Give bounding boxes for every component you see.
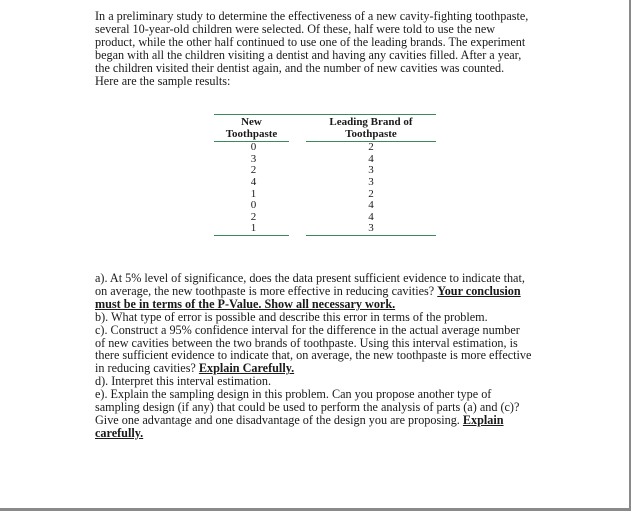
table-body [214,142,436,236]
table-row [214,154,436,166]
intro-line: several 10-year-old children were selected. Of these, half were told to use the new [95,21,496,36]
header-leading-brand: Leading Brand of Toothpaste [306,115,436,142]
table-row [214,223,436,236]
cell-leading: 2 [368,187,374,200]
table-row [214,212,436,224]
cell-leading: 4 [368,152,374,165]
question-a: a). At 5% level of significance, does the data present sufficient evidence to indicate that, on average, the new toothpaste is more effective in reducing cavities? Your conclusion must be in terms of the P-Value. Show all necessary work. [95,272,540,311]
cell-leading: 4 [368,210,374,223]
intro-line: product, while the other half continued to use one of the leading brands. The experiment [95,34,526,49]
cell-new: 0 [250,141,257,154]
cell-leading: 3 [368,175,374,188]
table-header [214,115,436,142]
emphasis-explain: Explain [462,412,504,427]
cell-new: 0 [250,199,257,212]
intro-line: the children visited their dentist again, and the number of new cavities was counted. [95,60,505,75]
cell-leading: 2 [368,141,374,154]
cell-leading: 3 [306,223,436,236]
table-row [214,189,436,201]
table-row [214,177,436,189]
question-d: d). Interpret this interval estimation. [95,374,271,389]
intro-paragraph [95,10,540,87]
emphasis-p-value: must be in terms of the P-Value. Show all necessary work. [95,296,396,311]
cell-new: 1 [214,223,289,236]
cell-leading: 3 [368,164,374,177]
cell-leading: 4 [368,199,374,212]
intro-line: In a preliminary study to determine the effectiveness of a new cavity-fighting toothpaste, [95,9,529,23]
cell-new: 1 [250,187,257,200]
intro-line: Here are the sample results: [95,73,231,88]
emphasis-explain-carefully: Explain Carefully. [198,361,295,376]
question-b: b). What type of error is possible and describe this error in terms of the problem. [95,309,488,324]
question-c: c). Construct a 95% confidence interval for the difference in the actual average number of new cavities between the two brands of toothpaste. Using this interval estimation, is there sufficient evidence to indicate that, on average, the new toothpaste is more effective in reducing cavities? Explain Carefully. [95,322,532,376]
questions-section [95,272,540,440]
table-row [214,165,436,177]
cell-new: 2 [250,210,257,223]
header-new-toothpaste: New Toothpaste [214,115,289,142]
cell-new: 2 [250,164,257,177]
results-table [214,114,436,236]
cell-new: 3 [250,152,257,165]
emphasis-carefully: carefully. [95,425,144,440]
question-e: e). Explain the sampling design in this problem. Can you propose another type of sampling design (if any) that could be used to perform the analysis of parts (a) and (c)? Give one advantage and one disadvantage of the design you are proposing. Explain carefully. [95,388,540,440]
document-page [95,9,540,440]
cell-new: 4 [250,175,257,188]
emphasis-conclusion: Your conclusion [437,283,521,298]
intro-line: began with all the children visiting a dentist and having any cavities filled. After a year, [95,47,522,62]
table-row [214,142,436,154]
table-row [214,200,436,212]
